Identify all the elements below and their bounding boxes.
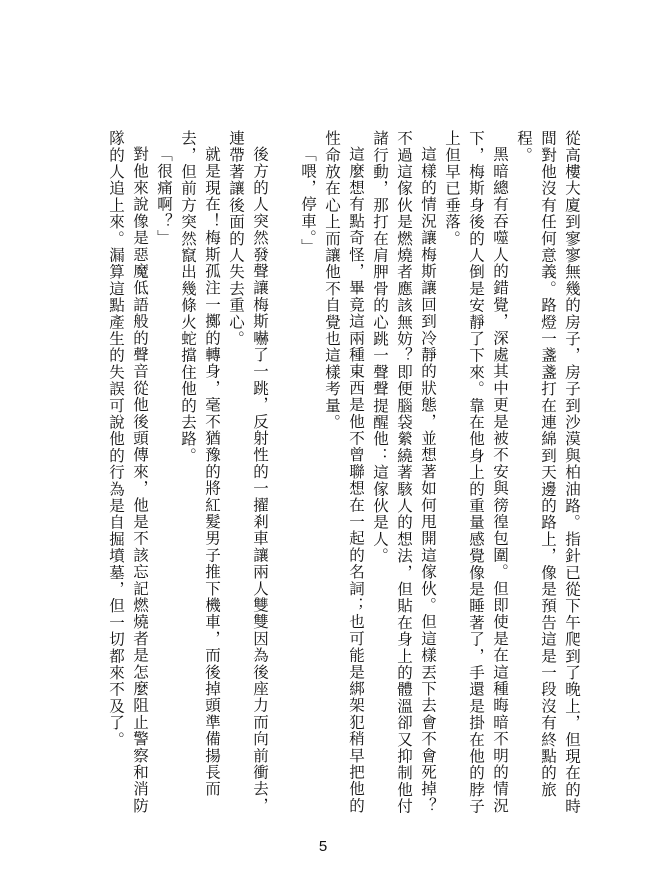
paragraph-7: 對他來說像是惡魔低語般的聲音從他後頭傳來，他是不該忘記燃燒者是怎麼阻止警察和消防隊的人追上來。漏算這點產生的失誤可說他的行為是自掘墳墓，但一切都來不及了。 <box>107 130 149 814</box>
dialogue-1: 「喂，停車。」 <box>299 145 317 255</box>
paragraph-6: 就是現在！梅斯孤注一擲的轉身，毫不猶豫的將紅髮男子推下機車，而後掉頭準備揚長而去，但前方突然竄出幾條火蛇擋住他的去路。 <box>179 130 221 797</box>
body-text <box>104 130 584 820</box>
paragraph-1: 從高樓大廈到寥寥無幾的房子，房子到沙漠與柏油路。指針已從下午爬到了晚上，但現在的時間對他沒有任何意義。路燈一盞盞打在連綿到天邊的路上，像是預告這是一段沒有終點的旅程。 <box>515 130 581 815</box>
page-number: 5 <box>318 838 328 855</box>
paragraph-4: 這麼想有點奇怪，畢竟這兩種東西是他不曾聯想在一起的名詞；也可能是綁架犯稍早把他的性命放在心上而讓他不自覺也這樣考量。 <box>323 130 365 814</box>
paragraph-5: 後方的人突然發聲讓梅斯嚇了一跳，反射性的一擢剎車讓兩人雙雙因為後座力而向前衝去，連帶著讓後面的人失去重心。 <box>227 130 269 814</box>
paragraph-2: 黑暗總有吞噬人的錯覺，深處其中更是被不安與徬徨包圍。但即使是在這種晦暗不明的情況下，梅斯身後的人倒是安靜了下來。靠在他身上的重量感覺像是睡著了，手還是掛在他的脖子上但早已垂落。 <box>443 130 509 815</box>
dialogue-2: 「很痛啊？」 <box>155 145 173 246</box>
paragraph-3: 這樣的情況讓梅斯讓回到冷靜的狀態，並想著如何甩開這傢伙。但這樣丟下去會不會死掉？不過這傢伙是燃燒者應該無妨？即便腦袋縈繞著駭人的想法，但貼在身上的體溫卻又抑制他付諸行動，那打在肩胛骨的心跳一聲聲提醒他：這傢伙是人。 <box>371 130 437 815</box>
